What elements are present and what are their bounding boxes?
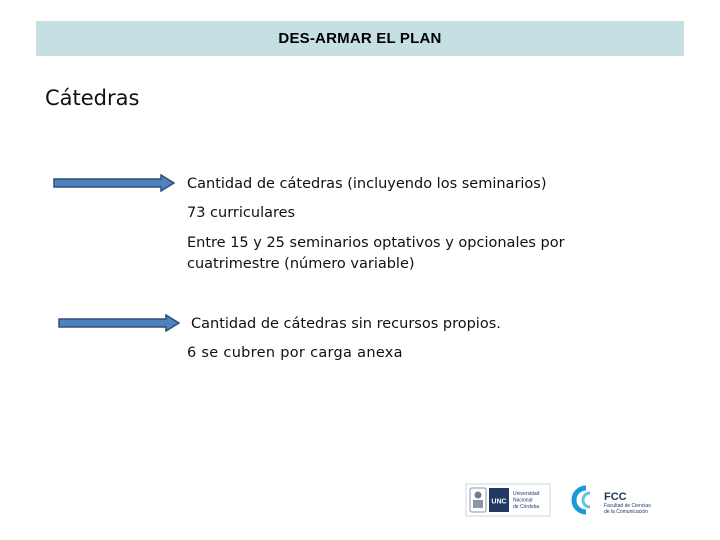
footer-logos — [464, 480, 684, 520]
svg-text:Universidad: Universidad — [513, 491, 540, 497]
arrow-right-icon — [58, 314, 180, 332]
bullet-curriculares: 73 curriculares — [187, 205, 296, 221]
svg-text:Nacional: Nacional — [513, 497, 533, 504]
fcc-logo — [574, 488, 651, 515]
svg-text:de Córdoba: de Córdoba — [513, 504, 540, 510]
unc-abbr: UNC — [491, 498, 507, 506]
bullet-heading-sin-recursos: Cantidad de cátedras sin recursos propios. — [191, 316, 501, 332]
bullet-carga-anexa: 6 se cubren por carga anexa — [187, 345, 403, 361]
unc-logo — [466, 484, 550, 516]
unc-shield-icon — [470, 488, 486, 512]
bullet-seminarios: Entre 15 y 25 seminarios optativos y opcionales por cuatrimestre (número variable) — [187, 235, 565, 272]
bullet-heading-cantidad: Cantidad de cátedras (incluyendo los seminarios) — [187, 176, 547, 192]
title-banner — [36, 21, 684, 56]
svg-text:Facultad de Ciencias: Facultad de Ciencias — [604, 503, 651, 509]
svg-text:de la Comunicación: de la Comunicación — [604, 509, 648, 515]
fcc-emblem-icon — [574, 488, 590, 512]
banner-title: DES-ARMAR EL PLAN — [278, 30, 442, 47]
fcc-abbr: FCC — [604, 491, 627, 503]
slide-title: Cátedras — [45, 86, 140, 110]
arrow-right-icon — [53, 174, 175, 192]
